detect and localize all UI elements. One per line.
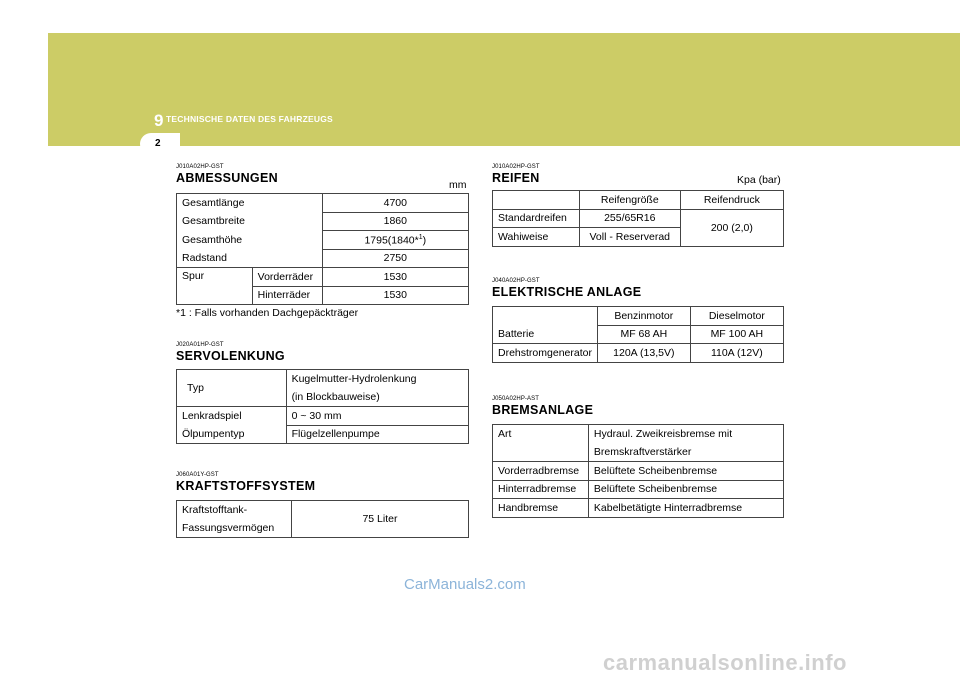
handbrake-label: Handbremse: [493, 499, 589, 518]
diesel-engine-header: Dieselmotor: [690, 307, 783, 326]
steering-play-label: Lenkradspiel: [177, 407, 287, 426]
alternator-label: Drehstromgenerator: [493, 344, 598, 363]
table-row: [177, 425, 469, 444]
brake-type-value-2: Bremskraftverstärker: [588, 443, 783, 462]
wheelbase-value: 2750: [322, 249, 468, 268]
tires-title: REIFEN: [492, 171, 540, 185]
fuel-table: [176, 500, 469, 538]
table-row: [177, 268, 469, 287]
table-row: [493, 344, 784, 363]
tires-table: [492, 190, 784, 247]
fuel-title: KRAFTSTOFFSYSTEM: [176, 479, 316, 493]
steering-type-value-1: Kugelmutter-Hydrolenkung: [286, 370, 468, 389]
length-value: 4700: [322, 194, 468, 213]
alternator-diesel: 110A (12V): [690, 344, 783, 363]
fuel-capacity-value: 75 Liter: [291, 501, 468, 538]
rear-track-value: 1530: [322, 286, 468, 305]
electrical-table: [492, 306, 784, 363]
height-value: 1795(1840*$^1$): [322, 231, 468, 250]
dimensions-table: [176, 193, 469, 305]
rear-brake-label: Hinterradbremse: [493, 480, 589, 499]
alternator-petrol: 120A (13,5V): [597, 344, 690, 363]
brakes-title: BREMSANLAGE: [492, 403, 594, 417]
front-track-value: 1530: [322, 268, 468, 287]
steering-table: [176, 369, 469, 444]
spare-tire-size: Voll - Reserverad: [579, 228, 680, 247]
steering-play-value: 0 ~ 30 mm: [286, 407, 468, 426]
electrical-code: J040A02HP-GST: [492, 278, 540, 284]
brakes-table: [492, 424, 784, 518]
front-track-label: Vorderräder: [252, 268, 322, 287]
steering-type-value-2: (in Blockbauweise): [286, 388, 468, 407]
tires-unit: Kpa (bar): [737, 174, 781, 186]
watermark-top: CarManuals2.com: [404, 576, 526, 593]
standard-tire-size: 255/65R16: [579, 209, 680, 228]
battery-diesel: MF 100 AH: [690, 325, 783, 344]
pump-type-label: Ölpumpentyp: [177, 425, 287, 444]
dimensions-code: J010A02HP-GST: [176, 164, 224, 170]
tire-size-header: Reifengröße: [579, 191, 680, 210]
table-row: [493, 462, 784, 481]
track-label: Spur: [177, 268, 253, 305]
width-label: Gesamtbreite: [177, 212, 323, 231]
table-row: [493, 307, 784, 326]
wheelbase-label: Radstand: [177, 249, 323, 268]
chapter-number: 9: [154, 111, 164, 130]
page-number: 2: [155, 138, 161, 149]
height-label: Gesamthöhe: [177, 231, 323, 250]
tire-pressure-header: Reifendruck: [680, 191, 783, 210]
tire-pressure-value: 200 (2,0): [680, 209, 783, 246]
table-row: [177, 231, 469, 250]
table-row: [493, 480, 784, 499]
table-row: [177, 212, 469, 231]
table-row: [177, 249, 469, 268]
brake-type-label: Art: [493, 425, 589, 444]
table-row: [177, 370, 469, 389]
tires-code: J010A02HP-GST: [492, 164, 540, 170]
fuel-capacity-label-2: Fassungsvermögen: [177, 519, 292, 538]
front-brake-value: Belüftete Scheibenbremse: [588, 462, 783, 481]
fuel-code: J060A01Y-GST: [176, 472, 219, 478]
standard-tire-label: Standardreifen: [493, 209, 580, 228]
watermark-bottom: carmanualsonline.info: [603, 650, 847, 675]
handbrake-value: Kabelbetätigte Hinterradbremse: [588, 499, 783, 518]
fuel-capacity-label-1: Kraftstofftank-: [177, 501, 292, 520]
header-band: [48, 33, 960, 146]
rear-track-label: Hinterräder: [252, 286, 322, 305]
table-row: [493, 499, 784, 518]
table-row: [177, 407, 469, 426]
table-row: [177, 501, 469, 520]
steering-title: SERVOLENKUNG: [176, 349, 285, 363]
petrol-engine-header: Benzinmotor: [597, 307, 690, 326]
length-label: Gesamtlänge: [177, 194, 323, 213]
battery-petrol: MF 68 AH: [597, 325, 690, 344]
dimensions-footnote: *1 : Falls vorhanden Dachgepäckträger: [176, 307, 359, 319]
dimensions-title: ABMESSUNGEN: [176, 171, 278, 185]
rear-brake-value: Belüftete Scheibenbremse: [588, 480, 783, 499]
brake-type-value-1: Hydraul. Zweikreisbremse mit: [588, 425, 783, 444]
brakes-code: J050A02HP-AST: [492, 396, 539, 402]
chapter-title: TECHNISCHE DATEN DES FAHRZEUGS: [166, 114, 333, 124]
table-row: [493, 425, 784, 444]
table-row: [493, 191, 784, 210]
battery-label: Batterie: [493, 325, 598, 344]
width-value: 1860: [322, 212, 468, 231]
spare-tire-label: Wahiweise: [493, 228, 580, 247]
steering-code: J020A01HP-GST: [176, 342, 224, 348]
table-row: [493, 325, 784, 344]
steering-type-label: Typ: [177, 370, 287, 407]
table-row: [493, 209, 784, 228]
table-row: [177, 194, 469, 213]
front-brake-label: Vorderradbremse: [493, 462, 589, 481]
dimensions-unit: mm: [449, 179, 467, 191]
electrical-title: ELEKTRISCHE ANLAGE: [492, 285, 642, 299]
table-row: [493, 443, 784, 462]
pump-type-value: Flügelzellenpumpe: [286, 425, 468, 444]
